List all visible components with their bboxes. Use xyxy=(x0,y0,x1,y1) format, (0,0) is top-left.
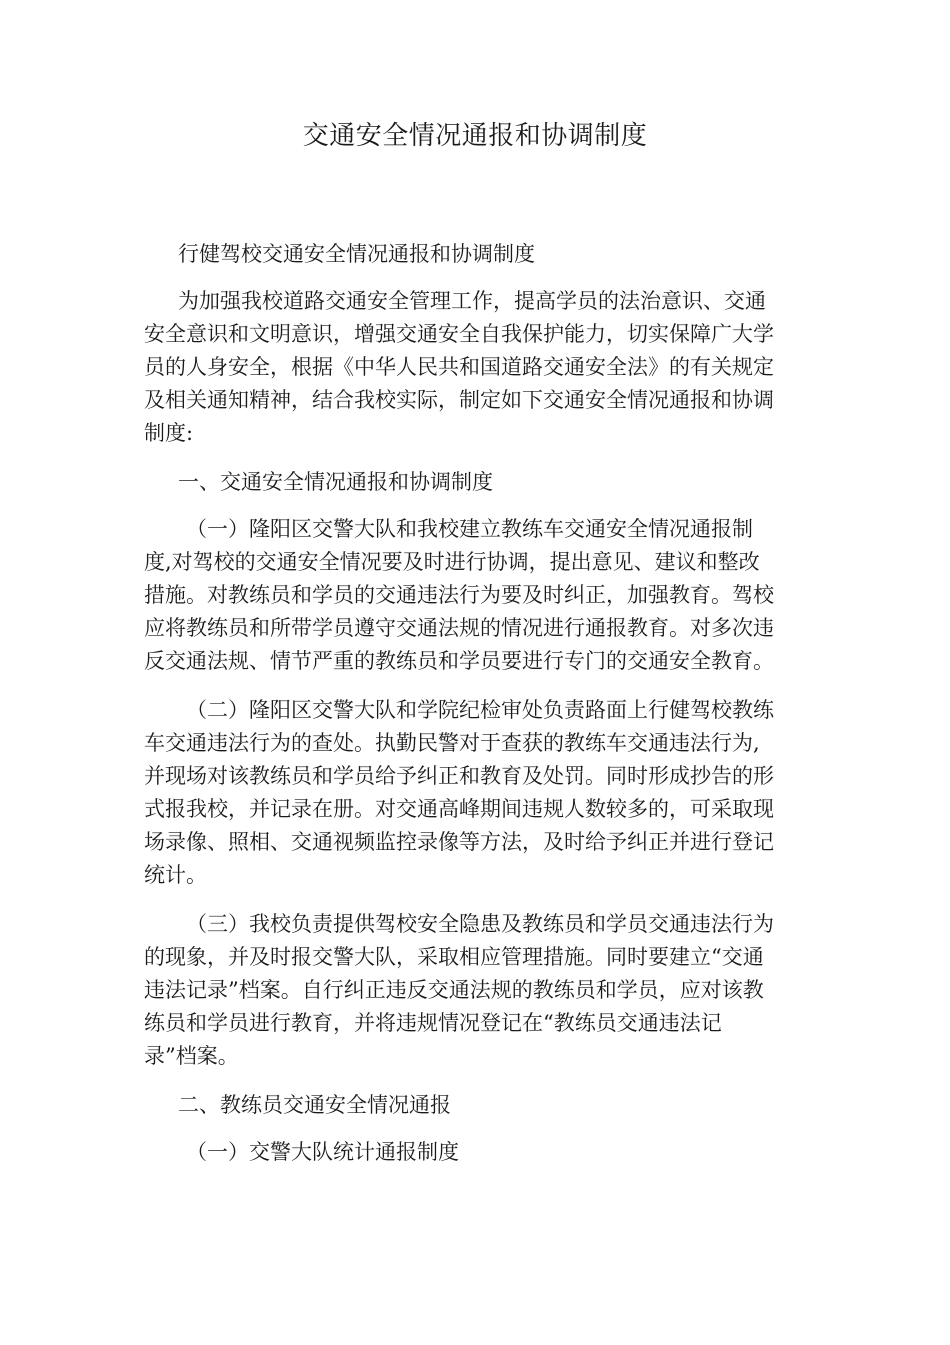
document-body xyxy=(144,238,774,1185)
paragraph-intro: 为加强我校道路交通安全管理工作，提高学员的法治意识、交通安全意识和文明意识，增强交通安全自我保护能力，切实保障广大学员的人身安全，根据《中华人民共和国道路交通安全法》的有关规定及相关通知精神，结合我校实际，制定如下交通安全情况通报和协调制度: xyxy=(144,289,774,445)
paragraph-item-1-3: （三）我校负责提供驾校安全隐患及教练员和学员交通违法行为的现象，并及时报交警大队，采取相应管理措施。同时要建立“交通违法记录”档案。自行纠正违反交通法规的教练员和学员，应对该教练员和学员进行教育，并将违规情况登记在“教练员交通违法记录”档案。 xyxy=(144,912,774,1068)
paragraph-item-1-1: （一）隆阳区交警大队和我校建立教练车交通安全情况通报制度,对驾校的交通安全情况要及时进行协调，提出意见、建议和整改措施。对教练员和学员的交通违法行为要及时纠正，加强教育。驾校应将教练员和所带学员遵守交通法规的情况进行通报教育。对多次违反交通法规、情节严重的教练员和学员要进行专门的交通安全教育。 xyxy=(144,517,774,673)
paragraph-subtitle: 行健驾校交通安全情况通报和协调制度 xyxy=(178,242,535,266)
section-heading-2: 二、教练员交通安全情况通报 xyxy=(178,1093,451,1117)
paragraph-item-2-1: （一）交警大队统计通报制度 xyxy=(186,1140,459,1164)
paragraph-item-1-2: （二）隆阳区交警大队和学院纪检审处负责路面上行健驾校教练车交通违法行为的查处。执勤民警对于查获的教练车交通违法行为,并现场对该教练员和学员给予纠正和教育及处罚。同时形成抄告的形式报我校，并记录在册。对交通高峰期间违规人数较多的，可采取现场录像、照相、交通视频监控录像等方法，及时给予纠正并进行登记统计。 xyxy=(144,698,774,887)
section-heading-1: 一、交通安全情况通报和协调制度 xyxy=(178,470,493,494)
document-title: 交通安全情况通报和协调制度 xyxy=(302,121,648,151)
